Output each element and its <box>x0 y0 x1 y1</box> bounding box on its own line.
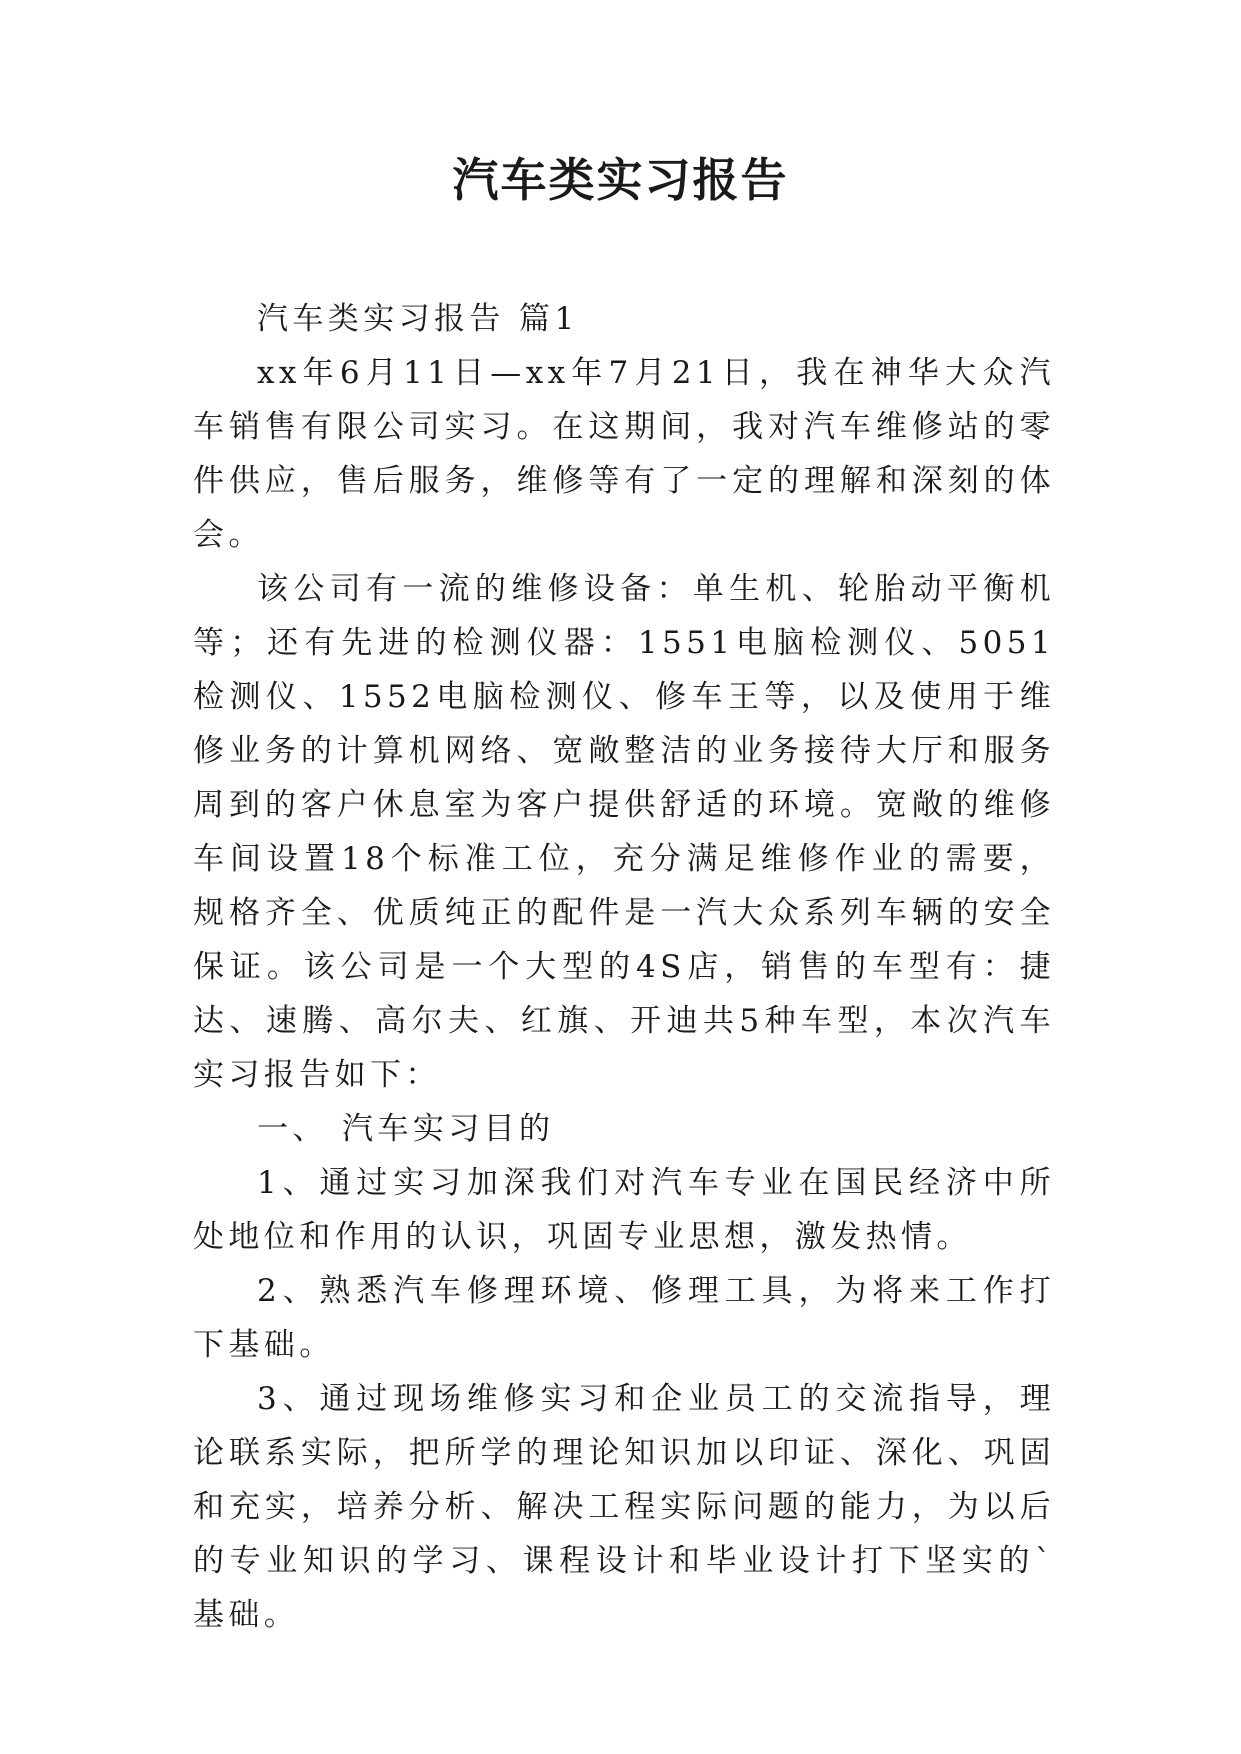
list-item-2: 2、熟悉汽车修理环境、修理工具，为将来工作打下基础。 <box>193 1273 1055 1363</box>
paragraph-company: 该公司有一流的维修设备：单生机、轮胎动平衡机等；还有先进的检测仪器：1551电脑检测仪、5051检测仪、1552电脑检测仪、修车王等，以及使用于维修业务的计算机网络、宽敞整洁的业务接待大厅和服务周到的客户休息室为客户提供舒适的环境。宽敞的维修车间设置18个标准工位，充分满足维修作业的需要，规格齐全、优质纯正的配件是一汽大众系列车辆的安全保证。该公司是一个大型的4S店，销售的车型有：捷达、速腾、高尔夫、红旗、开迪共5种车型，本次汽车实习报告如下： <box>193 571 1055 1093</box>
list-item-3: 3、通过现场维修实习和企业员工的交流指导，理论联系实际，把所学的理论知识加以印证、深化、巩固和充实，培养分析、解决工程实际问题的能力，为以后的专业知识的学习、课程设计和毕业设计打下坚实的`基础。 <box>193 1381 1055 1633</box>
subheading-purpose: 一、 汽车实习目的 <box>257 1111 555 1147</box>
section-heading: 汽车类实习报告 篇1 <box>257 301 579 337</box>
list-item-1: 1、通过实习加深我们对汽车专业在国民经济中所处地位和作用的认识，巩固专业思想，激发热情。 <box>193 1165 1055 1255</box>
document-title: 汽车类实习报告 <box>452 153 789 207</box>
paragraph-intro: xx年6月11日—xx年7月21日，我在神华大众汽车销售有限公司实习。在这期间，我对汽车维修站的零件供应，售后服务，维修等有了一定的理解和深刻的体会。 <box>193 355 1055 553</box>
document-body <box>193 292 1055 1642</box>
